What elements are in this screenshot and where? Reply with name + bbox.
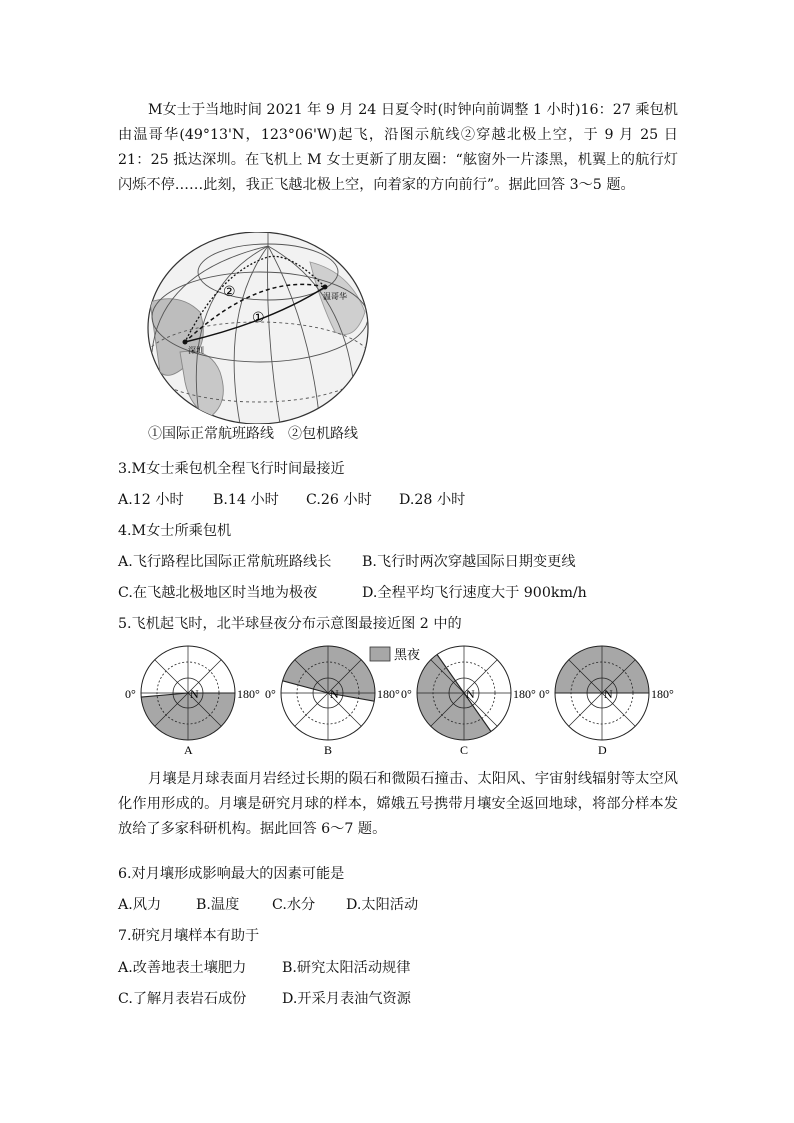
q6-option-d: D.太阳活动 — [346, 897, 419, 913]
q3-option-d: D.28 小时 — [399, 492, 466, 508]
q3-option-a: A.12 小时 — [118, 492, 184, 508]
diagram-label: B — [324, 743, 333, 755]
q7-option-d: D.开采月表油气资源 — [282, 991, 411, 1007]
north-pole-label: N — [330, 687, 339, 701]
night-sector — [417, 655, 491, 741]
shenzhen-label: 深圳 — [188, 346, 204, 355]
legend-night-label: 黑夜 — [394, 647, 421, 662]
north-pole-label: N — [604, 687, 613, 701]
degree-0-label: 0° — [401, 687, 412, 701]
question-4-stem: 4.M女士所乘包机 — [118, 523, 232, 539]
north-pole-label: N — [190, 687, 199, 701]
q3-option-b: B.14 小时 — [213, 492, 279, 508]
q4-option-c: C.在飞越北极地区时当地为极夜 — [118, 585, 318, 601]
legend-night — [370, 647, 420, 662]
q4-option-d: D.全程平均飞行速度大于 900km/h — [362, 585, 587, 601]
q6-option-a: A.风力 — [118, 897, 162, 913]
q7-option-c: C.了解月表岩石成份 — [118, 991, 247, 1007]
degree-0-label: 0° — [125, 687, 136, 701]
day-night-diagrams — [118, 640, 678, 755]
globe-caption: ①国际正常航班路线 ②包机路线 — [148, 426, 358, 442]
q6-option-b: B.温度 — [196, 897, 240, 913]
degree-180-label: 180° — [513, 687, 536, 701]
diagram-label: C — [460, 743, 469, 755]
diagram-b — [265, 646, 400, 755]
diagram-label: D — [598, 743, 607, 755]
diagram-a — [125, 646, 260, 755]
degree-180-label: 180° — [237, 687, 260, 701]
diagram-label: A — [184, 743, 193, 755]
intro-paragraph-1: M女士于当地时间 2021 年 9 月 24 日夏令时(时钟向前调整 1 小时)16：27 乘包机由温哥华(49°13'N，123°06'W)起飞，沿图示航线②穿越北极上空，于 9 月 25 日 21：25 抵达深圳。在飞机上 M 女士更新了朋友圈：“舷窗外一片漆黑，机翼上的航行灯闪烁不停……此刻，我正飞越北极上空，向着家的方向前行”。据此回答 3～5 题。 — [118, 102, 678, 193]
q4-option-a: A.飞行路程比国际正常航班路线长 — [118, 554, 332, 570]
question-6-stem: 6.对月壤形成影响最大的因素可能是 — [118, 866, 345, 882]
diagram-c — [401, 646, 536, 755]
degree-0-label: 0° — [265, 687, 276, 701]
question-7-stem: 7.研究月壤样本有助于 — [118, 928, 260, 944]
vancouver-label: 温哥华 — [323, 292, 347, 301]
q7-option-a: A.改善地表土壤肥力 — [118, 960, 247, 976]
q4-option-b: B.飞行时两次穿越国际日期变更线 — [362, 554, 576, 570]
diagram-d — [539, 646, 674, 755]
q6-option-c: C.水分 — [272, 897, 316, 913]
degree-180-label: 180° — [377, 687, 400, 701]
q7-option-b: B.研究太阳活动规律 — [282, 960, 411, 976]
intro-paragraph-2: 月壤是月球表面月岩经过长期的陨石和微陨石撞击、太阳风、宇宙射线辐射等太空风化作用形成的。月壤是研究月球的样本，嫦娥五号携带月壤安全返回地球，将部分样本发放给了多家科研机构。据此回答 6～7 题。 — [118, 771, 678, 837]
route1-label: ① — [252, 311, 265, 326]
q3-option-c: C.26 小时 — [306, 492, 372, 508]
question-3-stem: 3.M女士乘包机全程飞行时间最接近 — [118, 461, 345, 477]
globe-figure — [140, 232, 380, 424]
route2-label: ② — [223, 285, 236, 300]
question-5-stem: 5.飞机起飞时，北半球昼夜分布示意图最接近图 2 中的 — [118, 616, 462, 632]
degree-0-label: 0° — [539, 687, 550, 701]
degree-180-label: 180° — [651, 687, 674, 701]
north-pole-label: N — [466, 687, 475, 701]
